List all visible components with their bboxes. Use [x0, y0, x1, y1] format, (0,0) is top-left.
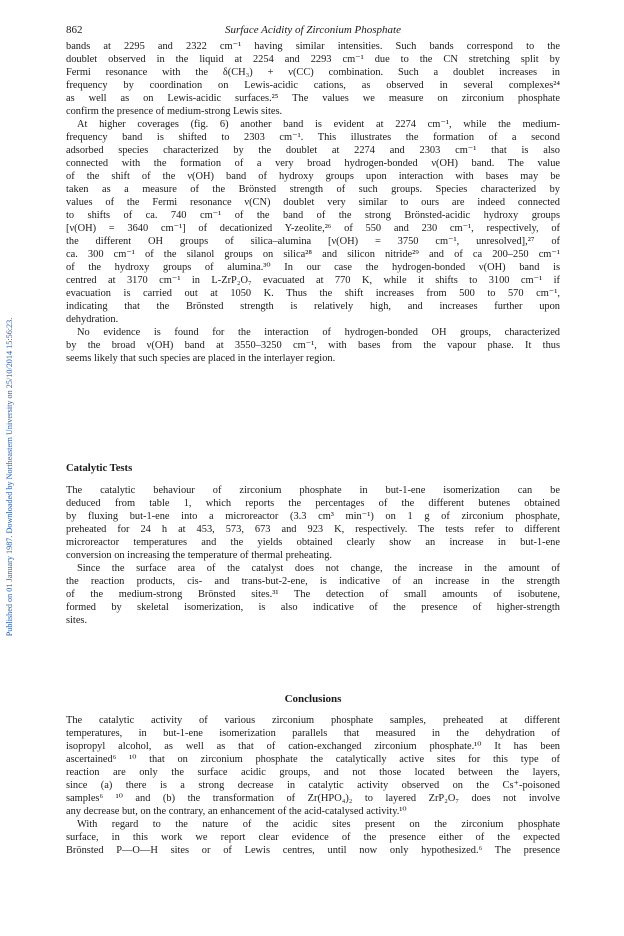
text-line: Brönsted P—O—H sites or of Lewis centres, until now only hypothesized.⁶ The presence — [66, 845, 560, 856]
text-line: any decrease but, on the contrary, an enhancement of the acid-catalysed activity.¹⁰ — [66, 806, 407, 817]
section-heading-catalytic-tests: Catalytic Tests — [66, 463, 133, 474]
text-line: by fluxing but-1-ene into a microreactor (3.3 cm³ min⁻¹) on 1 g of zirconium phosphate, — [66, 511, 560, 522]
text-line: dehydration. — [66, 314, 119, 325]
text-line: doublet observed in the liquid at 2254 and 2293 cm⁻¹ due to the CN stretching split by — [66, 54, 560, 65]
text-line: ascertained⁶ ¹⁰ that on zirconium phosphate the catalytically active sites for this type of — [66, 754, 560, 765]
conclusions-text-block — [66, 714, 560, 857]
text-line: since (a) there is a strong decrease in catalytic activity observed on the Cs⁺-poisoned — [66, 780, 560, 791]
text-line: indicating that the Brönsted strength is relatively high, and increases further upon — [66, 301, 560, 312]
text-line: frequency band is shifted to 2303 cm⁻¹. This illustrates the formation of a second — [66, 132, 560, 143]
text-line: Fermi resonance with the δ(CH₃) + ν(CC) combination. Such a doublet increases in — [66, 67, 560, 78]
text-line: No evidence is found for the interaction of hydrogen-bonded OH groups, characterized — [77, 327, 560, 338]
text-line: seems likely that such species are placed in the interlayer region. — [66, 353, 336, 364]
text-line: adsorbed species characterized by the doublet at 2274 and 2303 cm⁻¹ that is also — [66, 145, 560, 156]
text-line: At higher coverages (fig. 6) another band is evident at 2274 cm⁻¹, while the medium- — [77, 119, 560, 130]
text-line: of the medium-strong Brönsted sites.³¹ The detection of small amounts of isobutene, — [66, 589, 560, 600]
text-line: the reaction products, cis- and trans-but-2-ene, is indicative of an increase in the strength — [66, 576, 560, 587]
running-title: Surface Acidity of Zirconium Phosphate — [225, 24, 401, 36]
text-line: as well as on Lewis-acidic surfaces.²⁵ The values we measure on zirconium phosphate — [66, 93, 560, 104]
text-line: The catalytic activity of various zirconium phosphate samples, preheated at different — [66, 715, 560, 726]
text-line: reaction are only the surface acidic groups, and not those located between the layers, — [66, 767, 560, 778]
page-number: 862 — [66, 24, 83, 36]
text-line: With regard to the nature of the acidic sites present on the zirconium phosphate — [77, 819, 560, 830]
catalytic-tests-text-block — [66, 484, 560, 627]
section-heading-conclusions: Conclusions — [284, 693, 342, 705]
text-line: confirm the presence of medium-strong Lewis sites. — [66, 106, 283, 117]
text-line: of the hydroxy groups of alumina.³⁰ In our case the hydrogen-bonded ν(OH) band is — [66, 262, 560, 273]
text-line: bands at 2295 and 2322 cm⁻¹ having similar intensities. Such bands correspond to the — [66, 41, 560, 52]
text-line: centred at 3170 cm⁻¹ in L-ZrP₂O₇ evacuated at 770 K, while it shifts to 3100 cm⁻¹ if — [66, 275, 560, 286]
text-line: ca. 300 cm⁻¹ of the silanol groups on silica²⁸ and silicon nitride²⁹ and of ca 200–250 cm⁻¹ — [66, 249, 560, 260]
text-line: evacuation is carried out at 1050 K. Thus the shift increases from 500 to 570 cm⁻¹, — [66, 288, 560, 299]
page-header — [66, 22, 560, 38]
text-line: of the shift of the ν(OH) band of hydroxy groups upon interaction with bases may be — [66, 171, 560, 182]
text-line: [ν(OH) = 3640 cm⁻¹] of decationized Y-zeolite,²⁶ of 550 and 230 cm⁻¹, respectively, of — [66, 223, 560, 234]
text-line: preheated for 24 h at 453, 573, 673 and 923 K, respectively. The tests refer to different — [66, 524, 560, 535]
text-line: samples⁶ ¹⁰ and (b) the transformation of Zr(HPO₄)₂ to layered ZrP₂O₇ does not involve — [66, 793, 560, 804]
text-line: The catalytic behaviour of zirconium phosphate in but-1-ene isomerization can be — [66, 485, 560, 496]
discussion-text-block — [66, 40, 560, 365]
text-line: by the broad ν(OH) band at 3550–3250 cm⁻¹, with bases from the vapour phase. It thus — [66, 340, 560, 351]
text-line: the different OH groups of silica–alumina [ν(OH) = 3750 cm⁻¹, unresolved],²⁷ of — [66, 236, 560, 247]
text-line: Since the surface area of the catalyst does not change, the increase in the amount of — [77, 563, 560, 574]
download-watermark: Published on 01 January 1987. Downloaded by Northeastern University on 25/10/2014 15:56:23. — [5, 317, 14, 637]
text-line: to shifts of ca. 740 cm⁻¹ of the band of the strong Brönsted-acidic hydroxy groups — [66, 210, 560, 221]
text-line: surface, in this work we report clear evidence of the presence either of the expected — [66, 832, 560, 843]
text-line: conversion on increasing the temperature of thermal preheating. — [66, 550, 333, 561]
text-line: sites. — [66, 615, 88, 626]
text-line: microreactor temperatures and the yields obtained clearly show an increase in but-1-ene — [66, 537, 560, 548]
text-line: connected with the formation of a very broad hydrogen-bonded ν(OH) band. The value — [66, 158, 560, 169]
text-line: taken as a measure of the Brönsted strength of such groups. Species characterized by — [66, 184, 560, 195]
text-line: frequency by coordination on Lewis-acidic cations, as observed in several complexes²⁴ — [66, 80, 560, 91]
text-line: values of the Fermi resonance ν(CN) doublet very similar to ours are indeed connected — [66, 197, 560, 208]
text-line: isopropyl alcohol, as well as that of cation-exchanged zirconium phosphate.¹⁰ It has been — [66, 741, 560, 752]
text-line: temperatures, in but-1-ene isomerization parallels that measured in the dehydration of — [66, 728, 560, 739]
text-line: deduced from table 1, which reports the percentages of the different butenes obtained — [66, 498, 560, 509]
text-line: formed by skeletal isomerization, is also indicative of the presence of higher-strength — [66, 602, 560, 613]
